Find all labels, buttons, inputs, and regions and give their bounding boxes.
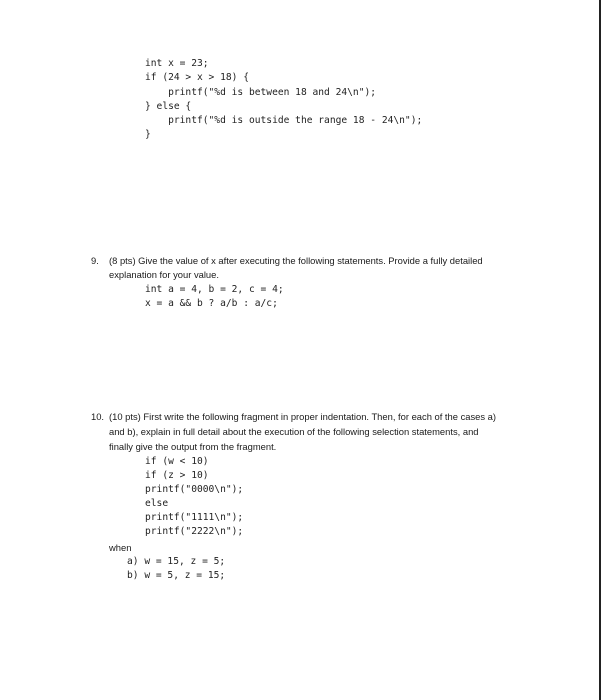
code-line: printf("%d is outside the range 18 - 24\n"); (145, 115, 423, 126)
question-text: (10 pts) First write the following fragment in proper indentation. Then, for each of the cases a) (109, 411, 497, 422)
question-text: and b), explain in full detail about the execution of the following selection statements, and (109, 426, 479, 437)
code-line: printf("%d is between 18 and 24\n"); (145, 87, 377, 98)
case-line: b) w = 5, z = 15; (127, 570, 226, 581)
question-text: explanation for your value. (109, 269, 219, 280)
code-line: printf("0000\n"); (145, 484, 244, 495)
code-line: } else { (145, 101, 192, 112)
code-line: printf("1111\n"); (145, 512, 244, 523)
code-line: x = a && b ? a/b : a/c; (145, 298, 278, 309)
code-line: if (24 > x > 18) { (145, 72, 249, 83)
code-line: int a = 4, b = 2, c = 4; (145, 284, 284, 295)
code-line: } (145, 129, 151, 140)
when-label: when (109, 542, 132, 553)
code-line: int x = 23; (145, 58, 209, 69)
code-line: if (w < 10) (145, 456, 209, 467)
code-line: printf("2222\n"); (145, 526, 244, 537)
question-number: 10. (91, 411, 105, 422)
question-text: (8 pts) Give the value of x after executing the following statements. Provide a fully detailed (109, 255, 483, 266)
question-text: finally give the output from the fragment. (109, 441, 277, 452)
question-number: 9. (91, 255, 99, 266)
case-line: a) w = 15, z = 5; (127, 556, 226, 567)
code-line: else (145, 498, 169, 509)
code-line: if (z > 10) (145, 470, 209, 481)
